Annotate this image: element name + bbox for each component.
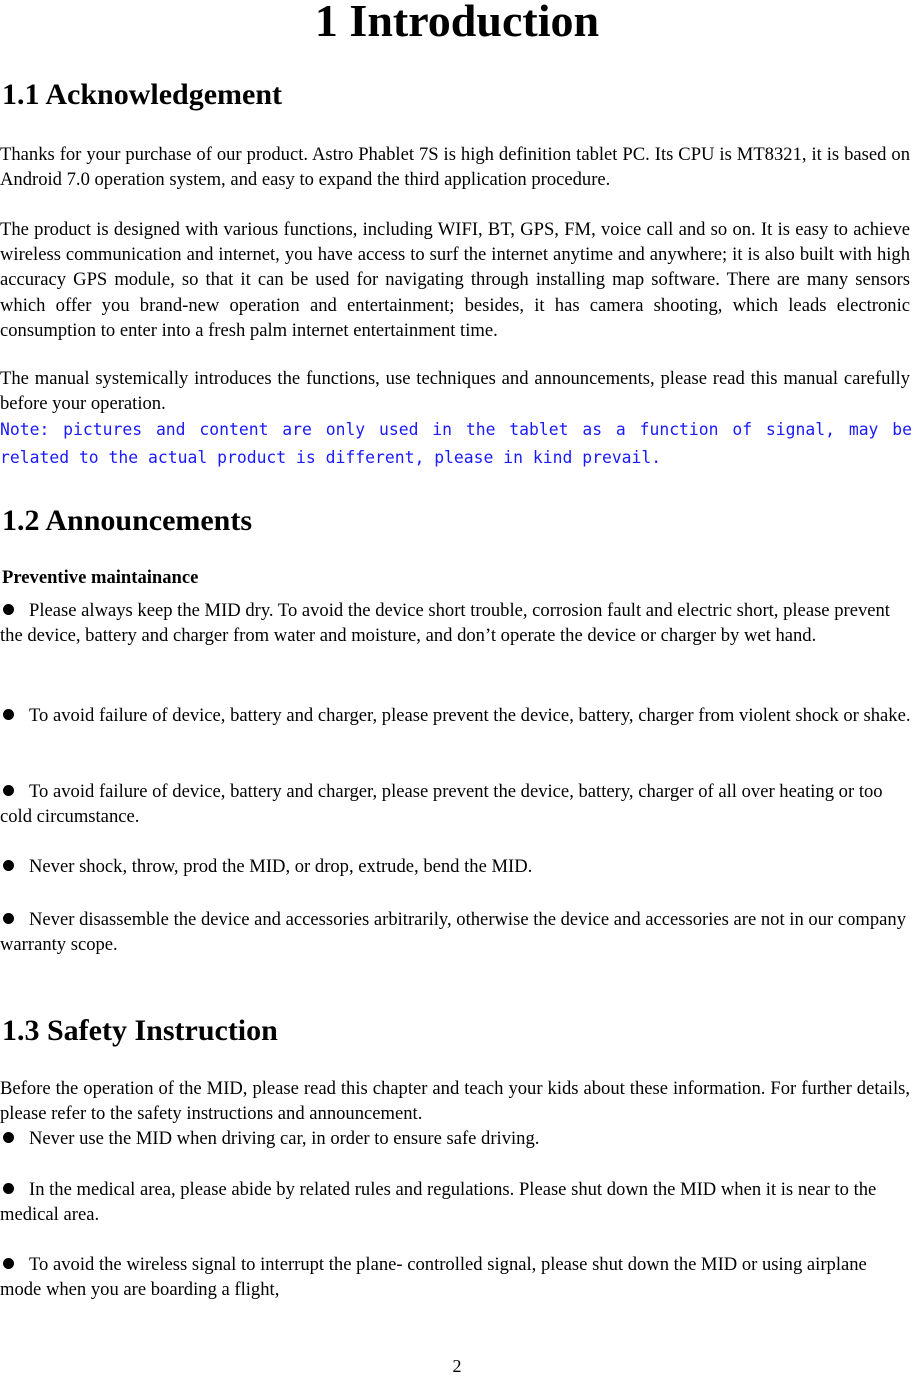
section-heading-safety-instruction: 1.3 Safety Instruction [2, 1014, 278, 1047]
safety-bullet-3: To avoid the wireless signal to interrupt the plane- controlled signal, please shut down the MID or using airplane mode when you are boarding a flight, [0, 1254, 867, 1301]
acknowledgement-paragraph-3: The manual systemically introduces the functions, use techniques and announcements, please read this manual carefully before your operation. [0, 368, 910, 415]
announcement-bullet-2: To avoid failure of device, battery and charger, please prevent the device, battery, charger from violent shock or shake. [0, 703, 912, 728]
safety-intro-paragraph: Before the operation of the MID, please read this chapter and teach your kids about these information. For further details, please refer to the safety instructions and announcement. [0, 1078, 910, 1125]
section-heading-announcements: 1.2 Announcements [2, 504, 253, 537]
announcement-bullet-1: Please always keep the MID dry. To avoid the device short trouble, corrosion fault and electric short, please prevent the device, battery and charger from water and moisture, and don’t operate the device or charger by wet hand. [0, 600, 890, 647]
announcement-bullet-4: Never shock, throw, prod the MID, or drop, extrude, bend the MID. [0, 854, 912, 879]
acknowledgement-paragraph-1: Thanks for your purchase of our product. Astro Phablet 7S is high definition tablet PC. Its CPU is MT8321, it is based on Android 7.0 operation system, and easy to expand the third application procedure. [0, 144, 910, 191]
preventive-maintenance-subheading: Preventive maintainance [2, 567, 199, 588]
bullet-dot-icon [3, 1132, 14, 1143]
safety-bullet-2: In the medical area, please abide by related rules and regulations. Please shut down the MID when it is near to the medical area. [0, 1179, 877, 1226]
bullet-dot-icon [3, 913, 14, 924]
bullet-dot-icon [3, 785, 14, 796]
acknowledgement-paragraph-2: The product is designed with various functions, including WIFI, BT, GPS, FM, voice call and so on. It is easy to achieve wireless communication and internet, you have access to surf the internet anytime and anywhere; it is also built with high accuracy GPS module, so that it can be used for navigating through installing map software. There are many sensors which offer you brand-new operation and entertainment; besides, it has camera shooting, which leads electronic consumption to enter into a fresh palm internet entertainment time. [0, 219, 910, 341]
acknowledgement-note: Note: pictures and content are only used in the tablet as a function of signal, may be related to the actual product is different, please in kind prevail. [0, 420, 912, 467]
bullet-dot-icon [3, 860, 14, 871]
bullet-dot-icon [3, 1258, 14, 1269]
section-heading-acknowledgement: 1.1 Acknowledgement [2, 78, 282, 111]
announcement-bullet-5: Never disassemble the device and accessories arbitrarily, otherwise the device and accessories are not in our company warranty scope. [0, 909, 906, 956]
bullet-dot-icon [3, 1183, 14, 1194]
safety-bullet-1: Never use the MID when driving car, in order to ensure safe driving. [0, 1126, 912, 1151]
bullet-dot-icon [3, 604, 14, 615]
announcement-bullet-3: To avoid failure of device, battery and charger, please prevent the device, battery, charger of all over heating or too cold circumstance. [0, 781, 883, 828]
chapter-title: 1 Introduction [314, 0, 600, 46]
page-number: 2 [452, 1356, 462, 1376]
bullet-dot-icon [3, 709, 14, 720]
